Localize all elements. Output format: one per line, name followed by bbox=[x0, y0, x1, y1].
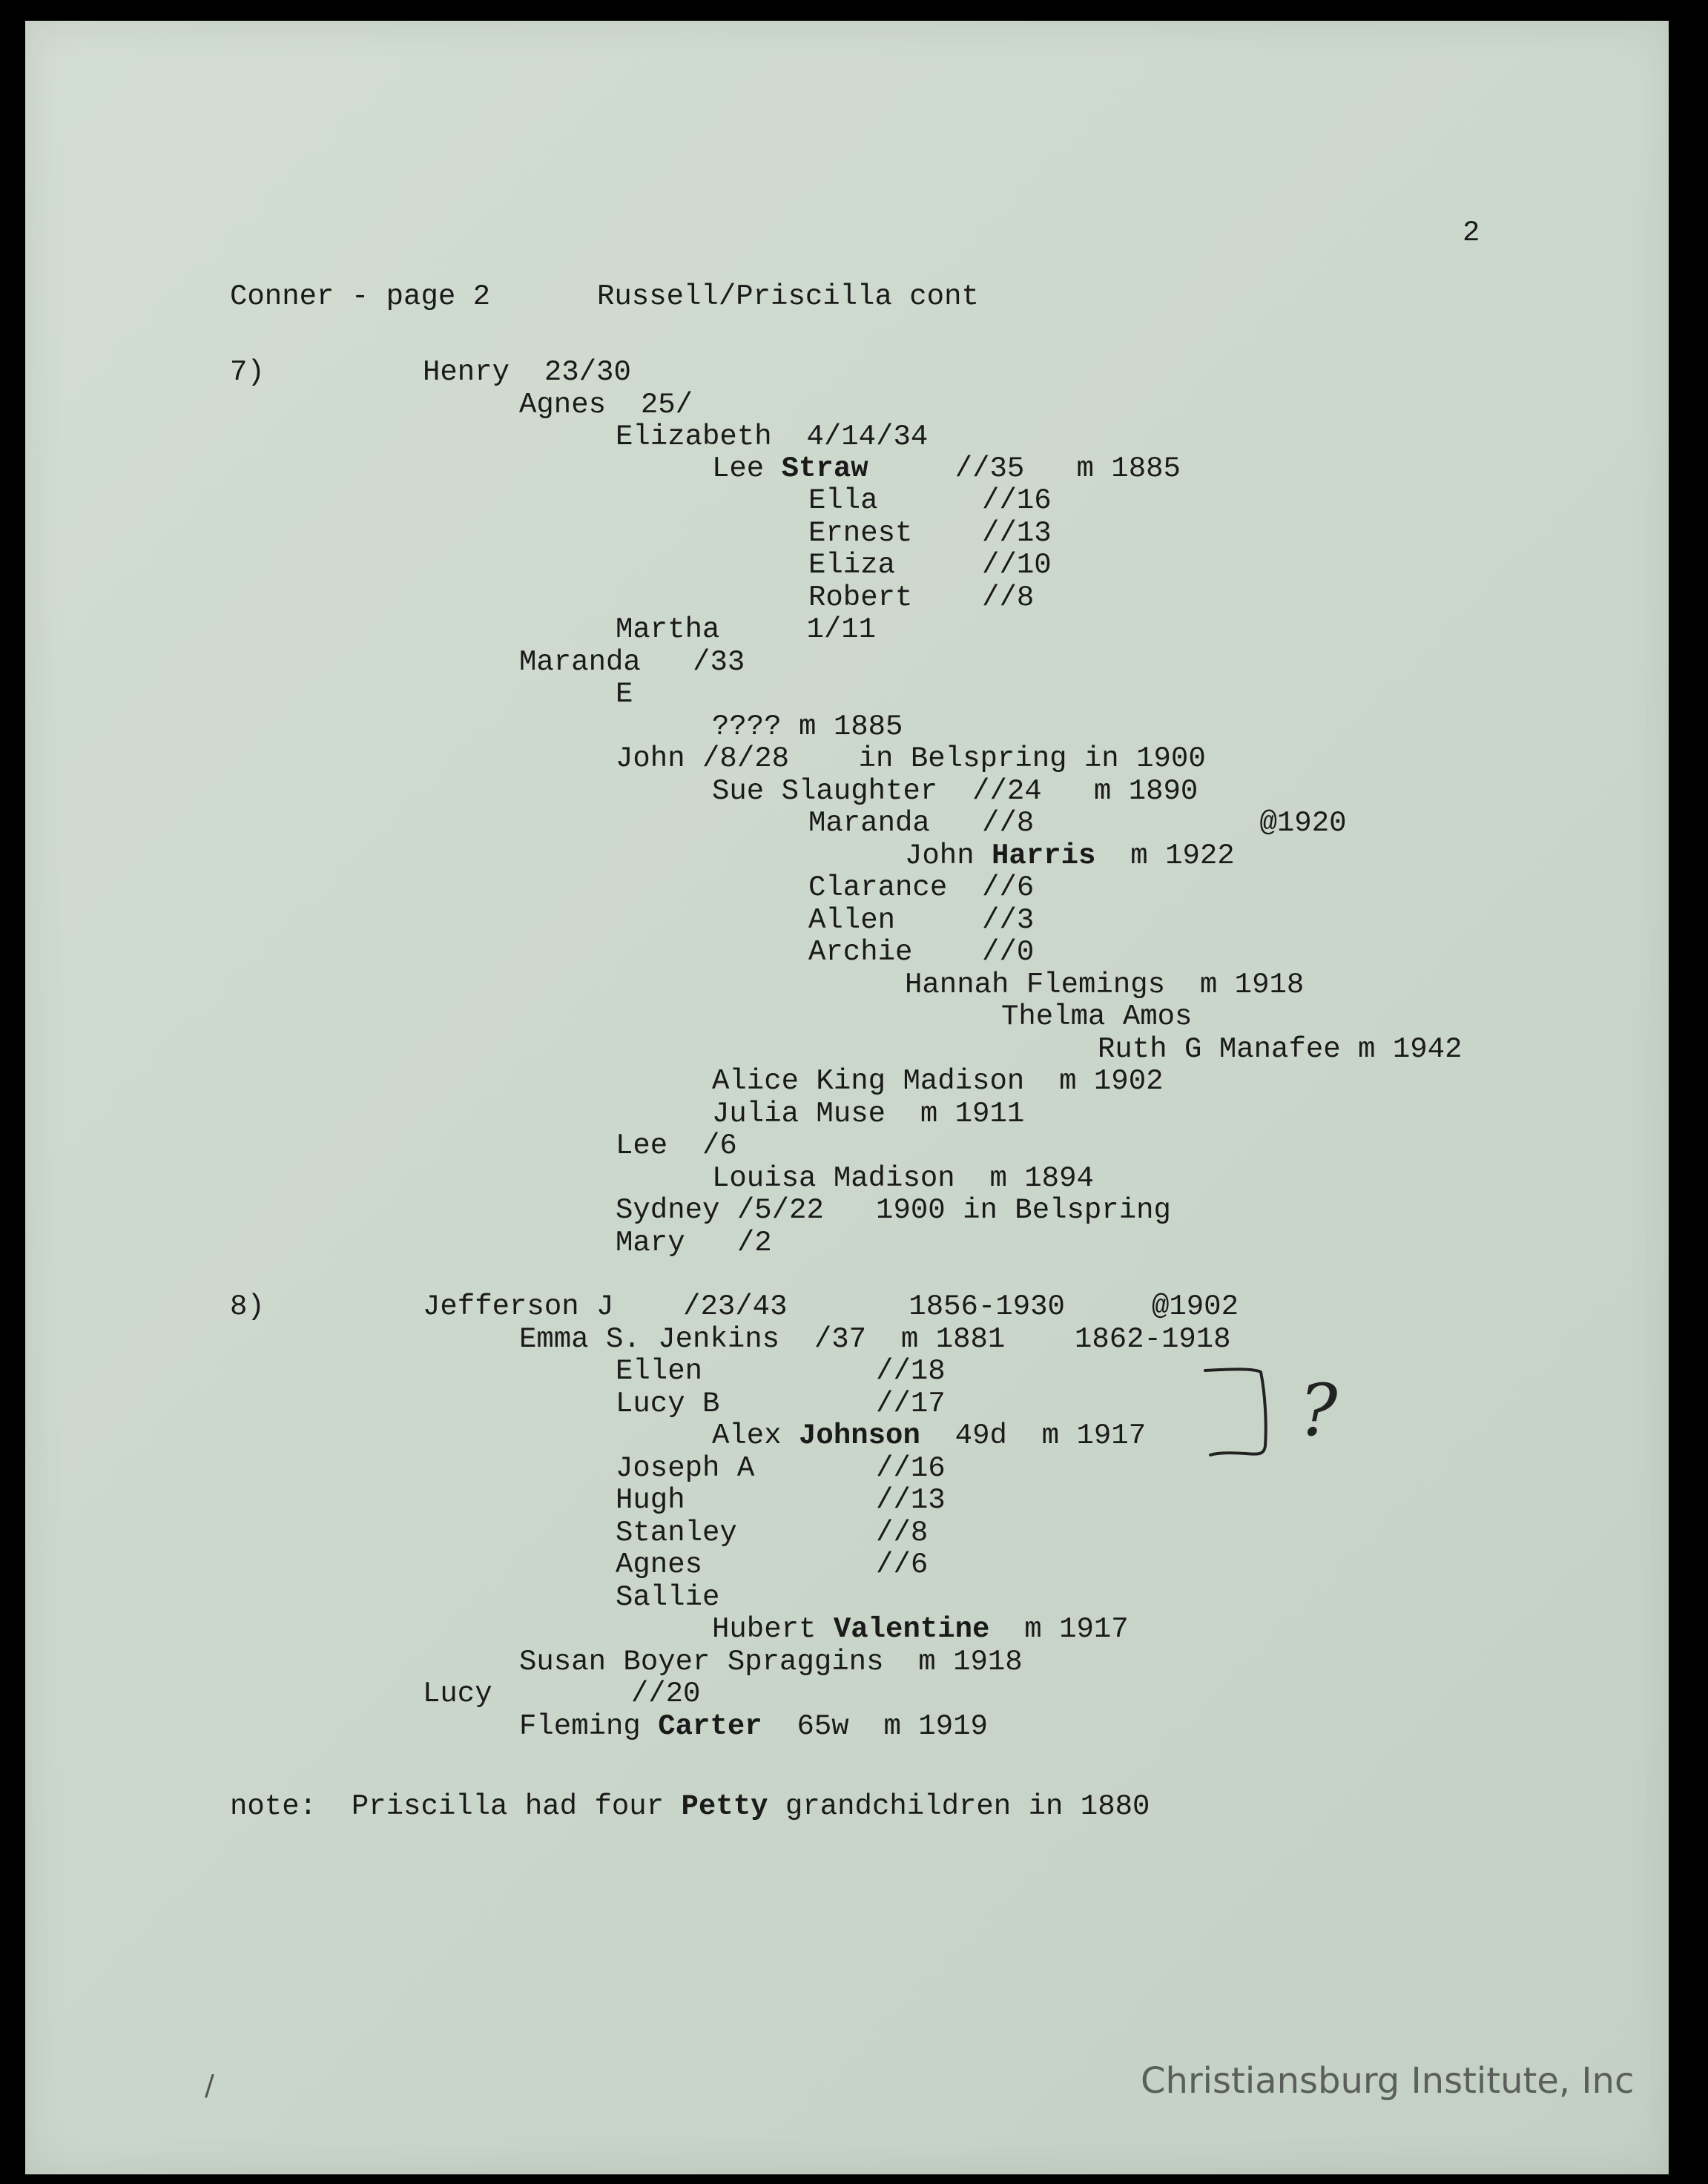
line-text: Jefferson J /23/43 1856-1930 @1902 bbox=[423, 1290, 1239, 1323]
line-text: Archie //0 bbox=[808, 936, 1035, 969]
line-text: Sallie bbox=[616, 1581, 720, 1614]
line-text: 49d m 1917 bbox=[920, 1419, 1147, 1452]
line-text: 7) bbox=[230, 356, 265, 389]
pen-tick-mark: / bbox=[205, 2069, 214, 2102]
line-text: Eliza //10 bbox=[808, 549, 1052, 581]
line-text: Agnes 25/ bbox=[519, 389, 693, 421]
line-text: Martha 1/11 bbox=[616, 613, 877, 646]
line-text: Alice King Madison m 1902 bbox=[712, 1065, 1164, 1098]
line-text: Lucy //20 bbox=[423, 1677, 701, 1710]
line-text: Lucy B //17 bbox=[616, 1388, 946, 1420]
line-text: Allen //3 bbox=[808, 904, 1035, 937]
line-text: Robert //8 bbox=[808, 581, 1035, 614]
line-text: Hugh //13 bbox=[616, 1484, 946, 1517]
line-text: Susan Boyer Spraggins m 1918 bbox=[519, 1646, 1023, 1678]
line-text: Joseph A //16 bbox=[616, 1452, 946, 1485]
line-text: Hubert bbox=[712, 1613, 834, 1646]
line-text: Fleming bbox=[519, 1710, 659, 1743]
line-text: Emma S. Jenkins /37 m 1881 1862-1918 bbox=[519, 1323, 1231, 1356]
line-text: John bbox=[905, 839, 992, 872]
line-text: m 1922 bbox=[1095, 839, 1235, 872]
surname-bold: Petty bbox=[681, 1790, 768, 1823]
surname-bold: Harris bbox=[992, 839, 1096, 872]
line-text: Ella //16 bbox=[808, 484, 1052, 517]
line-text: Ruth G Manafee m 1942 bbox=[1098, 1033, 1463, 1066]
surname-bold: Valentine bbox=[833, 1613, 990, 1646]
line-text: Louisa Madison m 1894 bbox=[712, 1162, 1094, 1195]
watermark: Christiansburg Institute, Inc bbox=[1141, 2060, 1635, 2102]
line-text: note: Priscilla had four bbox=[230, 1790, 682, 1823]
line-text: 65w m 1919 bbox=[762, 1710, 988, 1743]
line-text: Clarance //6 bbox=[808, 871, 1035, 904]
line-text: Henry 23/30 bbox=[423, 356, 631, 389]
surname-bold: Straw bbox=[781, 452, 868, 485]
header-subtitle: Russell/Priscilla cont bbox=[597, 280, 979, 313]
line-text: m 1917 bbox=[989, 1613, 1129, 1646]
line-text: John /8/28 in Belspring in 1900 bbox=[616, 742, 1206, 775]
handwritten-bracket bbox=[1205, 1369, 1266, 1455]
line-text: Maranda //8 @1920 bbox=[808, 807, 1347, 839]
line-text: Mary /2 bbox=[616, 1227, 772, 1259]
line-text: Lee bbox=[712, 452, 782, 485]
line-text: 8) bbox=[230, 1290, 265, 1323]
line-text: Sue Slaughter //24 m 1890 bbox=[712, 775, 1198, 808]
page-number: 2 bbox=[1463, 217, 1480, 249]
line-text: //35 m 1885 bbox=[868, 452, 1181, 485]
line-text: Stanley //8 bbox=[616, 1517, 929, 1549]
line-text: Lee /6 bbox=[616, 1129, 737, 1162]
line-text: Thelma Amos bbox=[1001, 1000, 1193, 1033]
surname-bold: Carter bbox=[658, 1710, 762, 1743]
line-text: Julia Muse m 1911 bbox=[712, 1098, 1025, 1130]
line-text: Ernest //13 bbox=[808, 517, 1052, 550]
line-text: ???? m 1885 bbox=[712, 710, 903, 743]
line-text: Agnes //6 bbox=[616, 1548, 929, 1581]
line-text: Maranda /33 bbox=[519, 646, 745, 679]
line-text: Hannah Flemings m 1918 bbox=[905, 969, 1305, 1001]
line-text: E bbox=[616, 678, 633, 710]
line-text: Sydney /5/22 1900 in Belspring bbox=[616, 1194, 1171, 1227]
line-text: Elizabeth 4/14/34 bbox=[616, 420, 929, 453]
line-text: Ellen //18 bbox=[616, 1355, 946, 1388]
line-text: grandchildren in 1880 bbox=[768, 1790, 1150, 1823]
header-title: Conner - page 2 bbox=[230, 280, 491, 313]
handwritten-question-mark: ? bbox=[1299, 1369, 1338, 1452]
surname-bold: Johnson bbox=[799, 1419, 920, 1452]
line-text: Alex bbox=[712, 1419, 799, 1452]
